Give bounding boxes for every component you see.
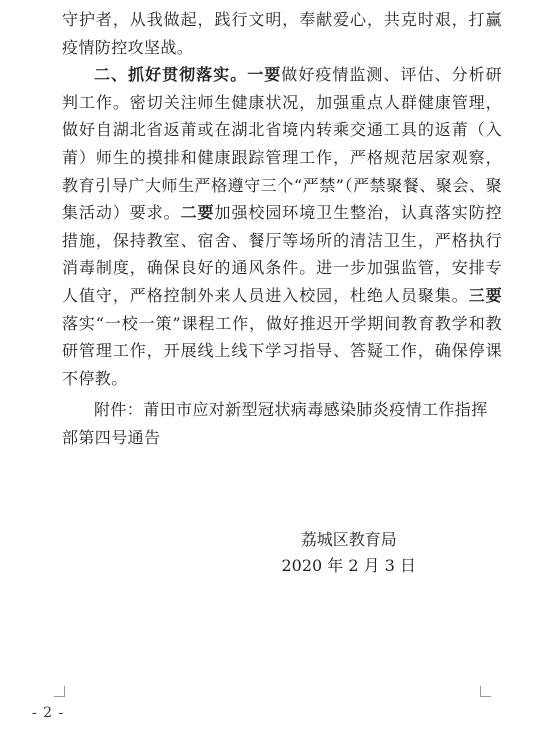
section-2-paragraph bbox=[62, 61, 502, 392]
attachment-note: 附件：莆田市应对新型冠状病毒感染肺炎疫情工作指挥部第四号通告 bbox=[62, 400, 488, 447]
issue-date: 2020 年 2 月 3 日 bbox=[281, 556, 416, 575]
page-number: - 2 - bbox=[32, 705, 65, 721]
section-2-heading: 二、抓好贯彻落实。 bbox=[94, 65, 248, 85]
item-2-label: 二要 bbox=[180, 203, 215, 223]
item-1-label: 一要 bbox=[247, 65, 282, 85]
issuing-organization: 荔城区教育局 bbox=[300, 530, 397, 549]
body-text bbox=[62, 6, 502, 392]
item-2-text: 加强校园环境卫生整治，认真落实防控措施，保持教室、宿舍、餐厅等场所的清洁卫生，严格执行消毒制度，确保良好的通风条件。进一步加强监管，安排专人值守，严格控制外来人员进入校园，杜绝人员聚集。 bbox=[62, 203, 502, 305]
item-3-text: 落实“一校一策”课程工作，做好推迟开学期间教育教学和教研管理工作，开展线上线下学习指导、答疑工作，确保停课不停教。 bbox=[62, 313, 502, 388]
crop-mark-bottom-right bbox=[480, 686, 491, 697]
intro-paragraph-tail: 守护者，从我做起，践行文明，奉献爱心，共克时艰，打赢疫情防控攻坚战。 bbox=[62, 10, 502, 57]
item-1-text: 做好疫情监测、评估、分析研判工作。密切关注师生健康状况，加强重点人群健康管理，做好自湖北省返莆或在湖北省境内转乘交通工具的返莆（入莆）师生的摸排和健康跟踪管理工作，严格规范居家观察，教育引导广大师生严格遵守三个“严禁”（严禁聚餐、聚会、聚集活动）要求。 bbox=[62, 65, 502, 223]
signature-block bbox=[281, 526, 416, 580]
item-3-label: 三要 bbox=[468, 285, 502, 305]
crop-mark-bottom-left bbox=[54, 686, 65, 697]
